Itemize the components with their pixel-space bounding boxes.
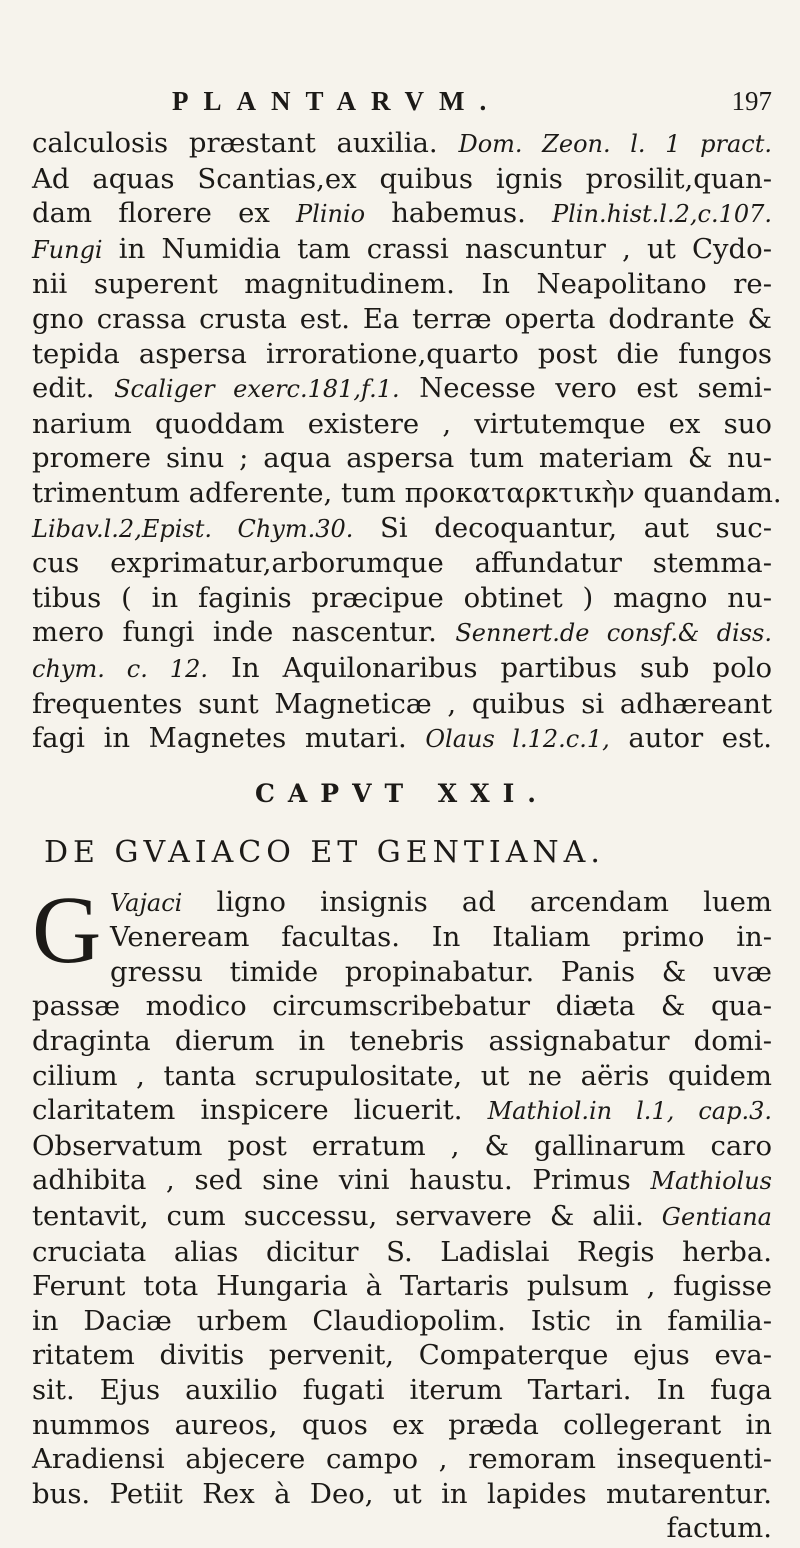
text-line [32, 1269, 772, 1304]
text-line [32, 511, 772, 547]
citation-text: Dom. Zeon. l. 1 pract. [458, 130, 773, 158]
text-line [32, 1129, 772, 1164]
body-text: quandam. [634, 476, 782, 509]
body-text: sit. Ejus auxilio fugati iterum Tartari. In fuga [32, 1374, 772, 1406]
citation-text: Sennert.de consf.& diss. [455, 619, 772, 648]
body-text: tibus ( in faginis præcipue obtinet ) magno nu- [32, 581, 772, 614]
text-line [32, 1373, 772, 1408]
book-page [32, 86, 782, 1546]
text-line [32, 989, 772, 1024]
body-text: mero fungi inde nascentur. [32, 616, 456, 649]
text-line [32, 1024, 772, 1059]
body-text: dam florere ex [32, 197, 296, 230]
body-text: cus exprimatur,arborumque affundatur stemma- [32, 547, 772, 580]
running-head [32, 86, 772, 126]
body-text: autor est. [609, 722, 772, 755]
drop-cap-initial: G [32, 875, 102, 983]
text-line [32, 581, 772, 616]
paragraph-guaiacum [32, 875, 772, 1512]
body-text: cilium , tanta scrupulositate, ut ne aëris quidem [32, 1059, 772, 1092]
body-text: claritatem inspicere licuerit. [32, 1094, 488, 1127]
text-line [32, 651, 772, 687]
body-text: Ferunt tota Hungaria à Tartaris pulsum , fugisse [32, 1270, 772, 1303]
text-line [32, 1059, 772, 1094]
body-text: Veneream facultas. In Italiam primo in- [110, 921, 772, 954]
body-text: in Numidia tam crassi nascuntur , ut Cydo- [102, 232, 772, 265]
citation-text: Vajaci [110, 888, 183, 917]
body-text: edit. [32, 372, 115, 405]
body-text: ritatem divitis pervenit, Compaterque ejus eva- [32, 1339, 772, 1372]
body-text: habemus. [365, 197, 552, 230]
text-line [32, 721, 772, 757]
text-line [32, 337, 772, 372]
text-line [32, 267, 772, 302]
body-text: narium quoddam existere , virtutemque ex suo [32, 407, 772, 440]
citation-text: Mathiolus [650, 1167, 772, 1196]
body-text: In Aquilonaribus partibus sub polo [207, 651, 773, 684]
text-line [32, 441, 772, 476]
body-text: Aradiensi abjecere campo , remoram insequenti- [32, 1443, 772, 1476]
text-line [32, 687, 772, 722]
body-text: Ad aquas Scantias,ex quibus ignis prosilit,quan- [32, 162, 772, 195]
body-text: nii superent magnitudinem. In Neapolitano re- [32, 268, 772, 301]
body-text: draginta dierum in tenebris assignabatur domi- [32, 1025, 772, 1058]
text-line [32, 232, 772, 268]
citation-text: Fungi [32, 235, 103, 264]
text-line [32, 1338, 772, 1373]
text-line [32, 196, 772, 232]
body-text: in Daciæ urbem Claudiopolim. Istic in familia- [32, 1304, 772, 1337]
running-title: PLANTARVM. [172, 86, 502, 116]
page-number: 197 [731, 86, 772, 116]
catchword: factum. [666, 1512, 772, 1545]
citation-text: Libav.l.2,Epist. Chym.30. [32, 514, 354, 543]
text-line [32, 126, 772, 162]
text-line [32, 1442, 772, 1477]
body-text: trimentum adferente, tum [32, 476, 405, 509]
citation-text: chym. c. 12. [32, 654, 208, 683]
citation-text: Gentiana [661, 1203, 772, 1232]
text-line [32, 407, 772, 442]
text-line [32, 1199, 772, 1235]
text-line [32, 1477, 772, 1512]
body-text: προκαταρκτικὴν [404, 476, 635, 509]
citation-text: Olaus l.12.c.1, [425, 725, 610, 754]
body-text: Observatum post erratum , & gallinarum caro [32, 1129, 772, 1162]
chapter-heading: CAPVT XXI. [255, 778, 549, 808]
text-line [32, 476, 782, 511]
text-line [32, 885, 772, 921]
text-line [32, 371, 772, 407]
text-line [32, 615, 772, 651]
body-text: frequentes sunt Magneticæ , quibus si adhæreant [32, 687, 772, 720]
text-line [32, 1408, 772, 1443]
body-text: nummos aureos, quos ex præda collegerant in [32, 1408, 772, 1441]
text-line [32, 1235, 772, 1270]
chapter-title: DE GVAIACO ET GENTIANA. [44, 834, 605, 870]
body-text: gressu timide propinabatur. Panis & uvæ [110, 955, 772, 988]
body-text: adhibita , sed sine vini haustu. Primus [32, 1164, 651, 1197]
text-line [32, 546, 772, 581]
body-text: promere sinu ; aqua aspersa tum materiam & nu- [32, 442, 772, 475]
body-text: Necesse vero est semi- [399, 372, 772, 405]
text-line [32, 302, 772, 337]
citation-text: Plinio [296, 200, 366, 229]
text-line [32, 162, 772, 197]
text-line [32, 1093, 772, 1129]
body-text: bus. Petiit Rex à Deo, ut in lapides mutarentur. [32, 1477, 772, 1510]
body-text: fagi in Magnetes mutari. [32, 722, 426, 755]
body-text: cruciata alias dicitur S. Ladislai Regis herba. [32, 1235, 772, 1268]
text-line [32, 1304, 772, 1339]
body-text: ligno insignis ad arcendam luem [182, 885, 772, 918]
body-text: tepida aspersa irroratione,quarto post die fungos [32, 337, 772, 370]
text-line [32, 920, 772, 955]
text-line [32, 955, 772, 990]
citation-text: Scaliger exerc.181,f.1. [114, 375, 400, 404]
citation-text: Mathiol.in l.1, cap.3. [487, 1097, 772, 1126]
body-text: Si decoquantur, aut suc- [353, 511, 772, 544]
body-text: tentavit, cum successu, servavere & alii. [32, 1200, 662, 1233]
body-text: gno crassa crusta est. Ea terræ operta dodrante & [32, 302, 772, 335]
text-line [32, 1163, 772, 1199]
body-text: passæ modico circumscribebatur diæta & qua- [32, 990, 772, 1023]
citation-text: Plin.hist.l.2,c.107. [551, 200, 773, 229]
paragraph-fungi [32, 126, 782, 757]
body-text: calculosis præstant auxilia. [32, 127, 459, 159]
